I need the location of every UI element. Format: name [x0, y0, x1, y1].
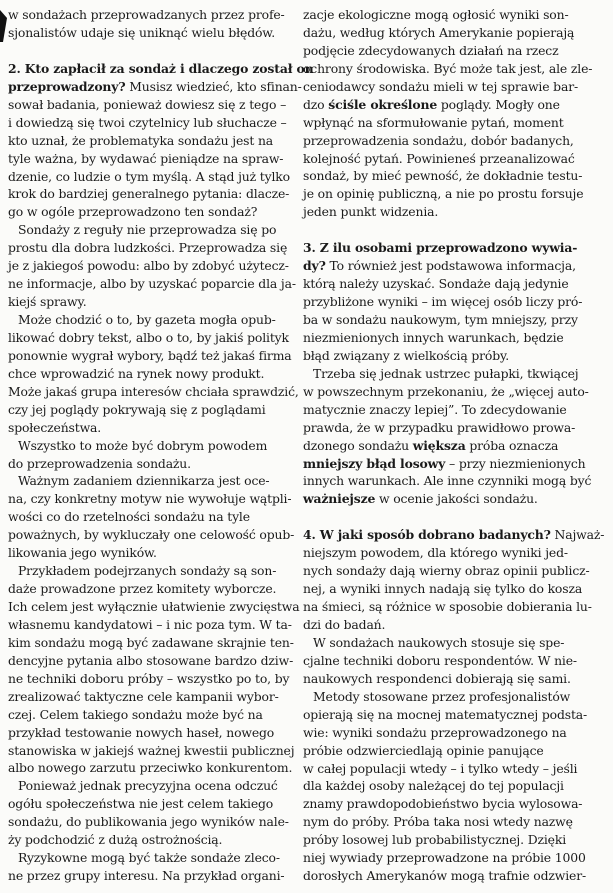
- text-line: niejszym powodem, dla którego wyniki jed-: [303, 545, 568, 561]
- text-line: dażu, według których Amerykanie popierają: [303, 24, 575, 40]
- text-line: Metody stosowane przez profesjonalistów: [313, 688, 571, 704]
- text-line: którą należy uzyskać. Sondaże dają jedynie: [303, 276, 569, 292]
- text-line: dorosłych Amerykanów mogą trafnie odzwier-: [303, 868, 587, 884]
- text-line: na, czy konkretny motyw nie wywołuje wątpli-: [8, 491, 292, 507]
- section-3: [303, 239, 599, 365]
- text-line: wości co do rzetelności sondażu na tyle: [8, 509, 250, 525]
- text-line: nych sondaży dają wierny obraz opinii publicz-: [303, 563, 590, 579]
- text-line: dzenie, co ludzie o tym myślą. A stąd już tylko: [8, 168, 290, 184]
- text-line: kto uznał, że problematyka sondażu jest na: [8, 132, 274, 148]
- text-line: próbie odzwierciedlają opinie panujące: [303, 742, 544, 758]
- text-line: ba w sondażu naukowym, tym mniejszy, przy: [303, 312, 578, 327]
- text-line: czy jej poglądy pokrywają się z poglądami: [8, 401, 266, 417]
- section-3-body: [303, 275, 599, 365]
- text-line: Sondaży z reguły nie przeprowadza się po: [18, 222, 277, 238]
- text-line: przybliżone wyniki – im więcej osób liczy pró-: [303, 294, 583, 310]
- text-line: zacje ekologiczne mogą ogłosić wyniki son-: [303, 7, 569, 22]
- text-line: wie: wyniki sondażu przeprowadzonego na: [303, 724, 567, 740]
- text-line: niezmienionych innych warunkach, będzie: [303, 329, 564, 345]
- section-4-title-line-1: 4. W jaki sposób dobrano badanych? Najważ-: [303, 527, 605, 543]
- paragraph-continuation: [303, 6, 599, 221]
- text-line: w całej populacji wtedy – i tylko wtedy – jeśli: [303, 760, 578, 776]
- text-line: stanowiska w jakiejś ważnej kwestii publicznej: [8, 742, 295, 758]
- text-line: znamy prawdopodobieństwo bycia wylosowa-: [303, 796, 583, 812]
- text-line: własnemu kandydatowi – i nic poza tym. W ta-: [8, 616, 292, 632]
- text-line: naukowych respondenci dobierają się sami.: [303, 670, 571, 686]
- right-column: [303, 6, 605, 885]
- section-4-body: [303, 544, 599, 634]
- text-line: błąd związany z wielkością próby.: [303, 347, 509, 363]
- text-line: likowania jego wyników.: [8, 545, 157, 561]
- text-line: i dowiedzą się twoi czytelnicy lub słuchacze –: [8, 114, 287, 130]
- paragraph-gazeta: [8, 311, 299, 437]
- text-line: kim sondażu mogą być zadawane skrajnie ten-: [8, 634, 294, 650]
- text-line: społeczeństwa.: [8, 419, 102, 435]
- text-line: sondaż, by mieć pewność, że dokładnie testu-: [303, 168, 583, 184]
- text-line: ważniejsze w ocenie jakości sondażu.: [303, 491, 538, 507]
- paragraph-zadanie: [8, 472, 295, 562]
- page-edge-mark: [0, 10, 7, 42]
- text-line: w powszechnym przekonaniu, że „więcej auto-: [303, 383, 589, 399]
- text-line: sował badania, ponieważ dowiesz się z tego –: [8, 96, 287, 112]
- paragraph-regula: [8, 221, 296, 311]
- text-line: Przykładem podejrzanych sondaży są son-: [18, 563, 277, 579]
- section-2-body: [8, 96, 288, 222]
- left-column: [8, 6, 314, 885]
- intro-paragraph: [8, 6, 288, 42]
- text-line: Może chodzić o to, by gazeta mogła opub-: [18, 312, 276, 327]
- text-line: Ponieważ jednak precyzyjna ocena odczuć: [18, 778, 278, 794]
- text-line: dzi do badań.: [303, 617, 386, 632]
- text-line: mniejszy błąd losowy – przy niezmienionych: [303, 455, 586, 471]
- text-line: ceniodawcy sondażu mieli w tej sprawie bar-: [303, 78, 579, 94]
- paragraph-precyzyjna: [8, 777, 288, 849]
- text-line: krok do bardziej generalnego pytania: dlacze-: [8, 186, 290, 202]
- text-line: niej wywiady przeprowadzone na próbie 1000: [303, 850, 586, 866]
- text-line: matycznie znaczy lepiej”. To zdecydowanie: [303, 401, 567, 417]
- text-line: prostu dla dobra ludzkości. Przeprowadza się: [8, 240, 288, 256]
- section-2: [8, 60, 314, 221]
- text-line: ponownie wygrał wybory, bądź też jakaś firma: [8, 347, 292, 363]
- text-line: prawda, że w przypadku prawidłowo prowa-: [303, 419, 576, 435]
- text-line: na śmieci, są różnice w sposobie dobierania lu-: [303, 599, 592, 615]
- paragraph-przyklad: [8, 562, 300, 777]
- paragraph-powod: [8, 437, 288, 473]
- text-line: przeprowadzenia sondażu, dobór badanych,: [303, 132, 574, 148]
- text-line: nym do próby. Próba taka nosi wtedy nazwę: [303, 814, 573, 830]
- text-line: albo nowego zarzutu przeciwko konkurentom.: [8, 760, 293, 776]
- text-line: Ryzykowne mogą być także sondaże zleco-: [18, 850, 280, 866]
- text-line: Trzeba się jednak ustrzec pułapki, tkwiącej: [313, 365, 579, 381]
- text-line: ży podchodzić z dużą ostrożnością.: [8, 832, 223, 848]
- text-line: ne przez grupy interesu. Na przykład organi-: [8, 868, 285, 884]
- paragraph-naukowe: [303, 634, 599, 688]
- text-line: Ich celem jest wyłącznie ułatwienie zwycięstwa: [8, 599, 300, 614]
- text-line: ogółu społeczeństwa nie jest celem takiego: [8, 796, 274, 812]
- text-line: Ważnym zadaniem dziennikarza jest oce-: [18, 473, 270, 489]
- text-line: nej, a wyniki innych nadają się tylko do kosza: [303, 581, 583, 597]
- text-line: ne informacje, albo by uzyskać poparcie dla ja-: [8, 276, 296, 292]
- section-3-title-line-1: 3. Z ilu osobami przeprowadzono wywia-: [303, 240, 578, 256]
- text-line: opierają się na mocnej matematycznej podsta-: [303, 706, 588, 722]
- section-2-title-line-1: 2. Kto zapłacił za sondaż i dlaczego został on: [8, 60, 314, 76]
- paragraph-pulapki: [303, 365, 599, 509]
- section-2-title-line-2: przeprowadzony? Musisz wiedzieć, kto sfinan-: [8, 78, 302, 94]
- text-line: poważnych, by wykluczały one celowość opub-: [8, 527, 295, 543]
- text-line: W sondażach naukowych stosuje się spe-: [313, 634, 565, 650]
- text-line: ochrony środowiska. Być może tak jest, ale zle-: [303, 60, 593, 76]
- text-line: innych warunkach. Ale inne czynniki mogą być: [303, 473, 592, 489]
- text-line: w sondażach przeprowadzanych przez profe-: [8, 7, 285, 22]
- text-line: próby losowej lub probabilistycznej. Dzięki: [303, 832, 567, 848]
- text-line: wpłynąć na sformułowanie pytań, moment: [303, 114, 564, 130]
- text-line: przykład testowanie nowych haseł, nowego: [8, 724, 275, 740]
- text-line: likować dobry tekst, albo o to, by jakiś polityk: [8, 329, 289, 345]
- text-line: je on opinię publiczną, a nie po prostu forsuje: [303, 186, 584, 202]
- section-3-title-line-2: dy? To również jest podstawowa informacja,: [303, 258, 576, 274]
- text-line: cjalne techniki doboru respondentów. W nie-: [303, 652, 577, 668]
- text-line: zrealizować taktyczne cele kampanii wybor-: [8, 688, 279, 704]
- text-line: chce wprowadzić na rynek nowy produkt.: [8, 365, 265, 381]
- text-line: je z jakiegoś powodu: albo by zdobyć użytecz-: [8, 258, 289, 274]
- text-line: daże prowadzone przez komitety wyborcze.: [8, 581, 277, 597]
- text-line: podjęcie zdecydowanych działań na rzecz: [303, 42, 559, 58]
- paragraph-metody: [303, 688, 599, 885]
- text-line: Może jakaś grupa interesów chciała sprawdzić,: [8, 383, 299, 399]
- text-line: jeden punkt widzenia.: [303, 204, 439, 220]
- text-line: go w ogóle przeprowadzono ten sondaż?: [8, 204, 258, 220]
- paragraph-ryzykowne: [8, 849, 288, 885]
- section-4: [303, 526, 605, 634]
- text-line: ne techniki doboru próby – wszystko po to, by: [8, 670, 290, 686]
- text-line: do przeprowadzenia sondażu.: [8, 455, 191, 471]
- text-line: Wszystko to może być dobrym powodem: [18, 437, 268, 453]
- text-line: tyle ważna, by wydawać pieniądze na spraw-: [8, 150, 284, 166]
- text-line: dzonego sondażu większa próba oznacza: [303, 437, 559, 453]
- text-line: dencyjne pytania albo stosowane bardzo dziw-: [8, 652, 294, 668]
- text-line: dla każdej osoby należącej do tej populacji: [303, 778, 564, 794]
- text-line: sondażu, do publikowania jego wyników nale-: [8, 814, 289, 830]
- text-line: kiejś sprawy.: [8, 294, 87, 310]
- text-line: kolejność pytań. Powinieneś przeanalizować: [303, 150, 575, 166]
- text-line: czej. Celem takiego sondażu może być na: [8, 706, 263, 722]
- text-line: sjonalistów udaje się uniknąć wielu błędów.: [8, 24, 276, 40]
- text-line: dzo ściśle określone poglądy. Mogły one: [303, 96, 560, 112]
